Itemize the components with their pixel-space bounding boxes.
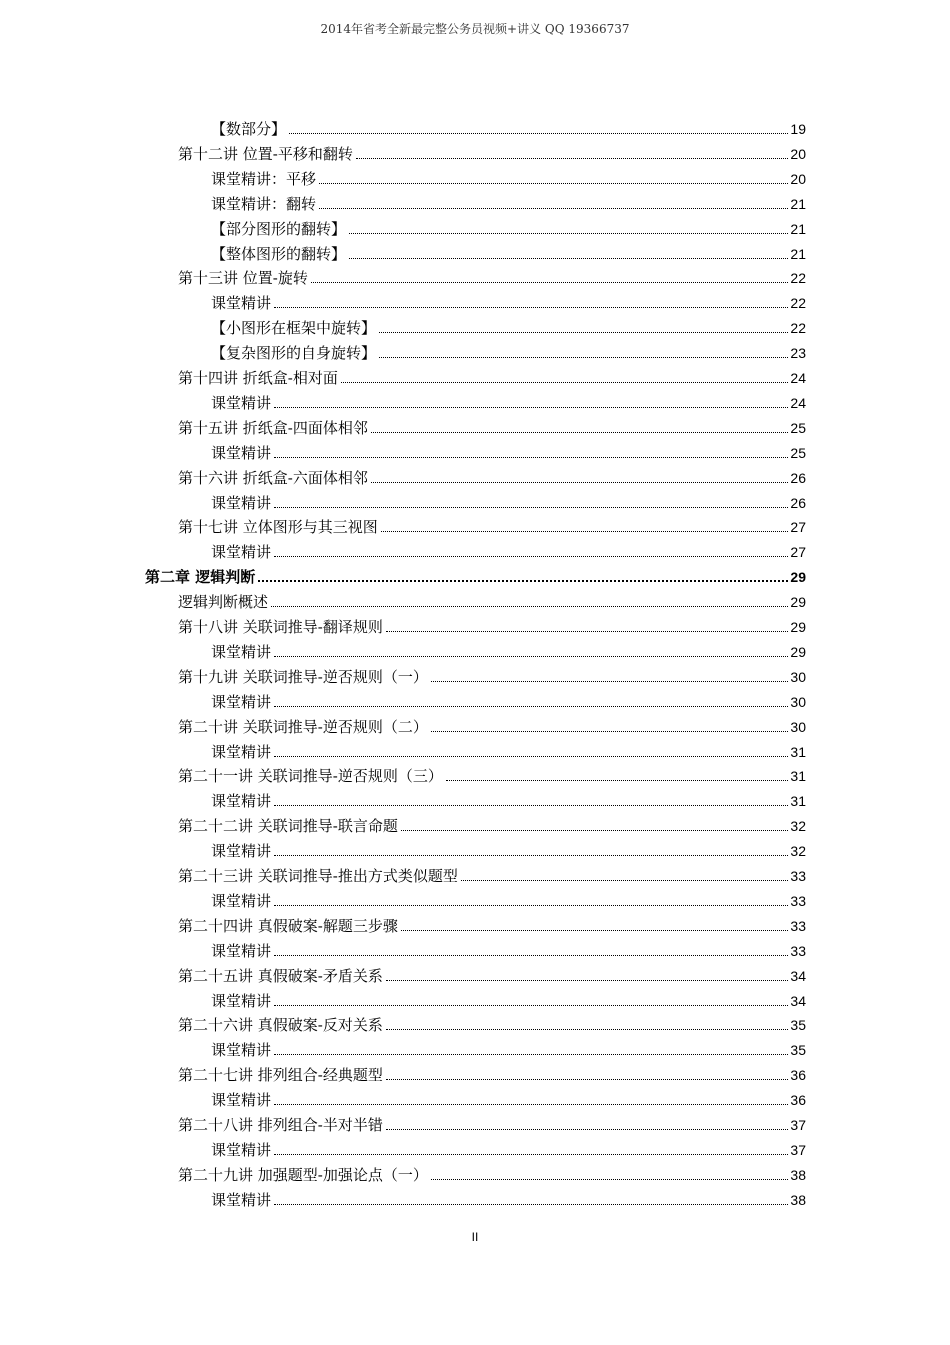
- toc-entry-page-number: 38: [790, 1191, 806, 1208]
- toc-entry-title: 课堂精讲: [211, 842, 272, 861]
- toc-entry-title: 课堂精讲: [211, 1041, 272, 1060]
- dot-leader: [274, 955, 788, 956]
- toc-entry-title: 课堂精讲：平移: [211, 169, 317, 188]
- toc-entry-page-number: 25: [790, 419, 806, 436]
- toc-entry-title: 第十六讲 折纸盒-六面体相邻: [178, 468, 368, 487]
- page-number: II: [471, 1230, 479, 1244]
- dot-leader: [319, 208, 788, 209]
- toc-entry-page-number: 30: [790, 668, 806, 685]
- toc-entry-page-number: 33: [790, 868, 806, 884]
- dot-leader: [431, 731, 789, 732]
- dot-leader: [274, 805, 788, 806]
- toc-entry[interactable]: [178, 814, 806, 836]
- toc-entry[interactable]: [211, 291, 806, 313]
- dot-leader: [274, 1204, 788, 1205]
- toc-entry[interactable]: [211, 640, 806, 662]
- toc-entry-title: 第二十五讲 真假破案-矛盾关系: [178, 966, 383, 985]
- toc-entry-title: 课堂精讲: [211, 742, 272, 761]
- toc-entry-title: 第十七讲 立体图形与其三视图: [178, 518, 378, 537]
- toc-entry-page-number: 24: [790, 370, 806, 386]
- dot-leader: [274, 1054, 788, 1055]
- toc-entry-page-number: 34: [790, 967, 806, 984]
- dot-leader: [274, 656, 788, 657]
- toc-entry[interactable]: [211, 889, 806, 911]
- toc-entry-title: 第十四讲 折纸盒-相对面: [178, 369, 338, 387]
- toc-entry[interactable]: [211, 242, 806, 264]
- toc-entry-page-number: 33: [790, 942, 806, 959]
- toc-entry[interactable]: [178, 1063, 806, 1085]
- toc-entry[interactable]: [211, 217, 806, 239]
- toc-entry-title: 【部分图形的翻转】: [211, 219, 347, 238]
- toc-entry-page-number: 20: [790, 170, 806, 187]
- toc-chapter-entry[interactable]: [145, 565, 806, 587]
- toc-entry-title: 第二十八讲 排列组合-半对半错: [178, 1116, 383, 1134]
- toc-entry[interactable]: [178, 1163, 806, 1185]
- dot-leader: [386, 1079, 789, 1080]
- toc-entry-page-number: 31: [790, 768, 806, 785]
- dot-leader: [274, 1154, 788, 1155]
- toc-entry-title: 课堂精讲: [211, 443, 272, 462]
- toc-entry[interactable]: [211, 540, 806, 562]
- toc-entry-title: 第二十二讲 关联词推导-联言命题: [178, 817, 398, 836]
- dot-leader: [379, 332, 788, 333]
- toc-entry[interactable]: [178, 266, 806, 288]
- dot-leader: [431, 1179, 789, 1180]
- toc-entry-title: 课堂精讲: [211, 1091, 272, 1110]
- toc-entry-title: 课堂精讲: [211, 493, 272, 512]
- toc-entry-page-number: 20: [790, 145, 806, 162]
- toc-entry[interactable]: [178, 1013, 806, 1035]
- dot-leader: [274, 457, 788, 458]
- dot-leader: [289, 133, 788, 134]
- toc-entry-page-number: 19: [790, 121, 806, 137]
- toc-entry-page-number: 37: [790, 1117, 806, 1133]
- dot-leader: [274, 507, 788, 508]
- toc-entry-title: 课堂精讲: [211, 294, 272, 313]
- toc-entry-page-number: 30: [790, 693, 806, 710]
- toc-entry-page-number: 25: [790, 444, 806, 461]
- toc-entry-title: 课堂精讲: [211, 692, 272, 711]
- toc-entry[interactable]: [211, 391, 806, 413]
- toc-entry-page-number: 31: [790, 743, 806, 760]
- toc-entry[interactable]: [211, 1088, 806, 1110]
- toc-entry[interactable]: [178, 964, 806, 986]
- toc-entry-page-number: 35: [790, 1017, 806, 1034]
- dot-leader: [274, 407, 788, 408]
- toc-entry-page-number: 23: [790, 345, 806, 362]
- page-header: 2014年省考全新最完整公务员视频+讲义 QQ 19366737: [320, 22, 630, 36]
- dot-leader: [274, 855, 788, 856]
- toc-entry-page-number: 29: [790, 643, 806, 660]
- toc-entry[interactable]: [211, 839, 806, 861]
- toc-entry-page-number: 30: [790, 718, 806, 735]
- toc-entry-page-number: 32: [790, 818, 806, 835]
- toc-entry-title: 课堂精讲: [211, 991, 272, 1010]
- toc-entry[interactable]: [178, 615, 806, 637]
- dot-leader: [319, 183, 788, 184]
- dot-leader: [349, 233, 788, 234]
- toc-entry-page-number: 26: [790, 469, 806, 486]
- toc-entry-title: 课堂精讲: [211, 792, 272, 811]
- toc-entry-title: 课堂精讲: [211, 891, 272, 910]
- dot-leader: [356, 158, 789, 159]
- toc-entry-page-number: 29: [790, 594, 806, 611]
- toc-entry-page-number: 29: [790, 569, 806, 586]
- toc-entry[interactable]: [211, 192, 806, 214]
- toc-entry-title: 第十九讲 关联词推导-逆否规则（一）: [178, 667, 428, 686]
- toc-entry[interactable]: [211, 740, 806, 762]
- toc-entry-title: 课堂精讲: [211, 642, 272, 661]
- toc-entry[interactable]: [178, 914, 806, 936]
- dot-leader: [371, 482, 789, 483]
- toc-entry-title: 【小图形在框架中旋转】: [211, 319, 377, 338]
- toc-entry[interactable]: [211, 1188, 806, 1210]
- toc-entry-page-number: 37: [790, 1141, 806, 1158]
- toc-entry[interactable]: [178, 864, 806, 886]
- dot-leader: [274, 1104, 788, 1105]
- toc-entry-title: 第二章 逻辑判断: [145, 568, 256, 587]
- dot-leader: [461, 880, 789, 881]
- dot-leader: [386, 631, 789, 632]
- toc-entry[interactable]: [178, 1113, 806, 1135]
- toc-entry[interactable]: [178, 416, 806, 438]
- dot-leader: [341, 382, 789, 383]
- dot-leader: [271, 606, 788, 607]
- toc-entry[interactable]: [178, 366, 806, 388]
- toc-entry-page-number: 31: [790, 793, 806, 810]
- toc-entry[interactable]: [211, 316, 806, 338]
- toc-entry-title: 逻辑判断概述: [178, 593, 269, 612]
- toc-entry[interactable]: [211, 690, 806, 712]
- toc-entry-page-number: 35: [790, 1042, 806, 1059]
- toc-entry[interactable]: [211, 167, 806, 189]
- toc-entry-page-number: 34: [790, 992, 806, 1009]
- toc-entry-page-number: 22: [790, 295, 806, 312]
- toc-entry[interactable]: [211, 491, 806, 513]
- toc-entry-title: 第二十一讲 关联词推导-逆否规则（三）: [178, 767, 443, 786]
- dot-leader: [386, 1129, 789, 1130]
- toc-entry-page-number: 27: [790, 544, 806, 561]
- toc-entry-title: 课堂精讲：翻转: [211, 194, 317, 213]
- toc-entry-title: 第二十三讲 关联词推导-推出方式类似题型: [178, 867, 458, 885]
- toc-entry-title: 【整体图形的翻转】: [211, 244, 347, 263]
- dot-leader: [349, 258, 788, 259]
- toc-entry-page-number: 21: [790, 195, 806, 212]
- dot-leader: [431, 681, 789, 682]
- toc-entry[interactable]: [178, 515, 806, 537]
- dot-leader: [274, 905, 788, 906]
- toc-entry-page-number: 22: [790, 320, 806, 337]
- dot-leader: [274, 1005, 788, 1006]
- toc-entry[interactable]: [211, 441, 806, 463]
- toc-entry[interactable]: [211, 341, 806, 363]
- toc-entry-page-number: 36: [790, 1092, 806, 1109]
- dot-leader: [401, 830, 789, 831]
- toc-entry-page-number: 36: [790, 1067, 806, 1084]
- dot-leader: [371, 432, 789, 433]
- toc-entry-title: 第十八讲 关联词推导-翻译规则: [178, 618, 383, 636]
- toc-entry-title: 【数部分】: [211, 120, 287, 138]
- toc-entry[interactable]: [178, 715, 806, 737]
- toc-entry-page-number: 33: [790, 917, 806, 934]
- toc-entry-page-number: 21: [790, 245, 806, 262]
- dot-leader: [386, 980, 789, 981]
- dot-leader: [274, 307, 788, 308]
- toc-entry-title: 第二十七讲 排列组合-经典题型: [178, 1066, 383, 1085]
- toc-entry[interactable]: [178, 466, 806, 488]
- toc-entry-page-number: 29: [790, 619, 806, 635]
- toc-entry[interactable]: [211, 1038, 806, 1060]
- dot-leader: [274, 706, 788, 707]
- dot-leader: [401, 930, 789, 931]
- toc-entry-title: 第二十六讲 真假破案-反对关系: [178, 1016, 383, 1035]
- toc-entry-title: 第二十讲 关联词推导-逆否规则（二）: [178, 717, 428, 736]
- toc-entry-title: 课堂精讲: [211, 941, 272, 960]
- toc-entry-title: 【复杂图形的自身旋转】: [211, 344, 377, 363]
- toc-entry-page-number: 27: [790, 519, 806, 536]
- toc-entry-page-number: 32: [790, 843, 806, 860]
- toc-entry-title: 课堂精讲: [211, 543, 272, 562]
- dot-leader: [258, 580, 788, 582]
- toc-entry[interactable]: [178, 764, 806, 786]
- dot-leader: [274, 756, 788, 757]
- toc-entry[interactable]: [211, 789, 806, 811]
- toc-entry-title: 第十三讲 位置-旋转: [178, 269, 308, 288]
- toc-entry-title: 第二十四讲 真假破案-解题三步骤: [178, 916, 398, 935]
- toc-entry[interactable]: [178, 142, 806, 164]
- toc-entry[interactable]: [211, 939, 806, 961]
- toc-entry[interactable]: [211, 989, 806, 1011]
- toc-entry-page-number: 21: [790, 220, 806, 237]
- dot-leader: [311, 282, 789, 283]
- toc-entry-title: 课堂精讲: [211, 1140, 272, 1159]
- toc-entry[interactable]: [178, 590, 806, 612]
- toc-entry-title: 第二十九讲 加强题型-加强论点（一）: [178, 1165, 428, 1184]
- toc-entry-page-number: 33: [790, 892, 806, 909]
- toc-entry-page-number: 22: [790, 270, 806, 287]
- dot-leader: [446, 780, 789, 781]
- toc-entry[interactable]: [211, 1138, 806, 1160]
- dot-leader: [274, 556, 788, 557]
- toc-entry-title: 第十五讲 折纸盒-四面体相邻: [178, 418, 368, 437]
- dot-leader: [379, 357, 788, 358]
- toc-entry[interactable]: [178, 665, 806, 687]
- toc-entry[interactable]: [211, 117, 806, 139]
- toc-entry-title: 课堂精讲: [211, 393, 272, 412]
- dot-leader: [386, 1029, 789, 1030]
- toc-entry-page-number: 24: [790, 394, 806, 411]
- dot-leader: [381, 531, 789, 532]
- toc-entry-page-number: 38: [790, 1166, 806, 1183]
- toc-entry-title: 第十二讲 位置-平移和翻转: [178, 144, 353, 163]
- toc-entry-title: 课堂精讲: [211, 1190, 272, 1209]
- toc-entry-page-number: 26: [790, 494, 806, 511]
